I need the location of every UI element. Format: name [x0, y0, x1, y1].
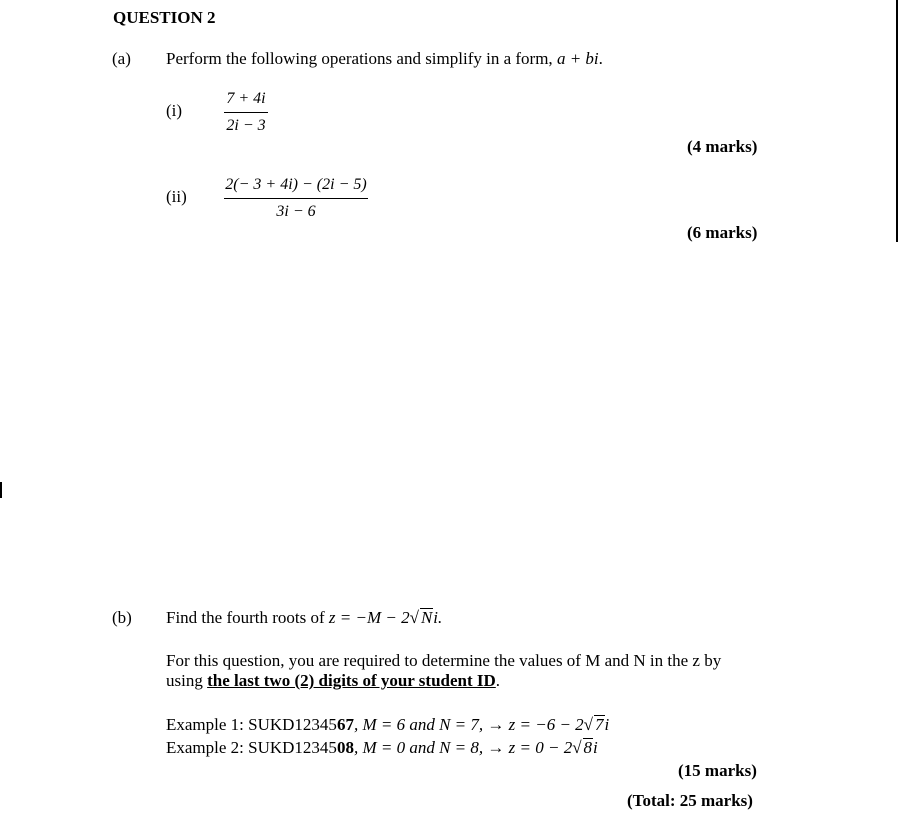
part-b-prompt: Find the fourth roots of z = −M − 2√ Ni. [166, 608, 443, 627]
item-ii-fraction [224, 175, 368, 222]
item-ii-label: (ii) [166, 187, 187, 206]
page-edge-mark [0, 482, 2, 498]
total-marks: (Total: 25 marks) [627, 791, 753, 810]
example-2: Example 2: SUKD1234508, M = 0 and N = 8, → z = 0 − 2√ 8i [166, 738, 598, 757]
item-i-denominator: 2i − 3 [226, 117, 266, 134]
part-a-instruction: Perform the following operations and simplify in a form, a + bi. [166, 49, 603, 68]
item-ii-numerator: 2(− 3 + 4i) − (2i − 5) [225, 176, 367, 193]
item-ii-marks: (6 marks) [687, 223, 758, 242]
page-edge-rule [896, 0, 898, 242]
item-i-marks: (4 marks) [687, 137, 758, 156]
item-i-fraction [224, 89, 268, 136]
part-b-label: (b) [112, 608, 132, 627]
item-i-label: (i) [166, 101, 183, 120]
part-b-paragraph-line1: For this question, you are required to determine the values of M and N in the z by [166, 651, 722, 670]
student-id-emphasis: the last two (2) digits of your student ID [207, 671, 496, 690]
part-a-label: (a) [112, 49, 131, 68]
item-i-numerator: 7 + 4i [226, 90, 266, 107]
part-b-paragraph-line2: using the last two (2) digits of your student ID. [166, 671, 501, 690]
form-expression: a + bi [556, 49, 599, 68]
item-ii-denominator: 3i − 6 [276, 203, 316, 220]
question-title: QUESTION 2 [113, 8, 216, 27]
example-1: Example 1: SUKD1234567, M = 6 and N = 7, → z = −6 − 2√ 7i [166, 715, 610, 734]
part-b-marks: (15 marks) [678, 761, 757, 780]
